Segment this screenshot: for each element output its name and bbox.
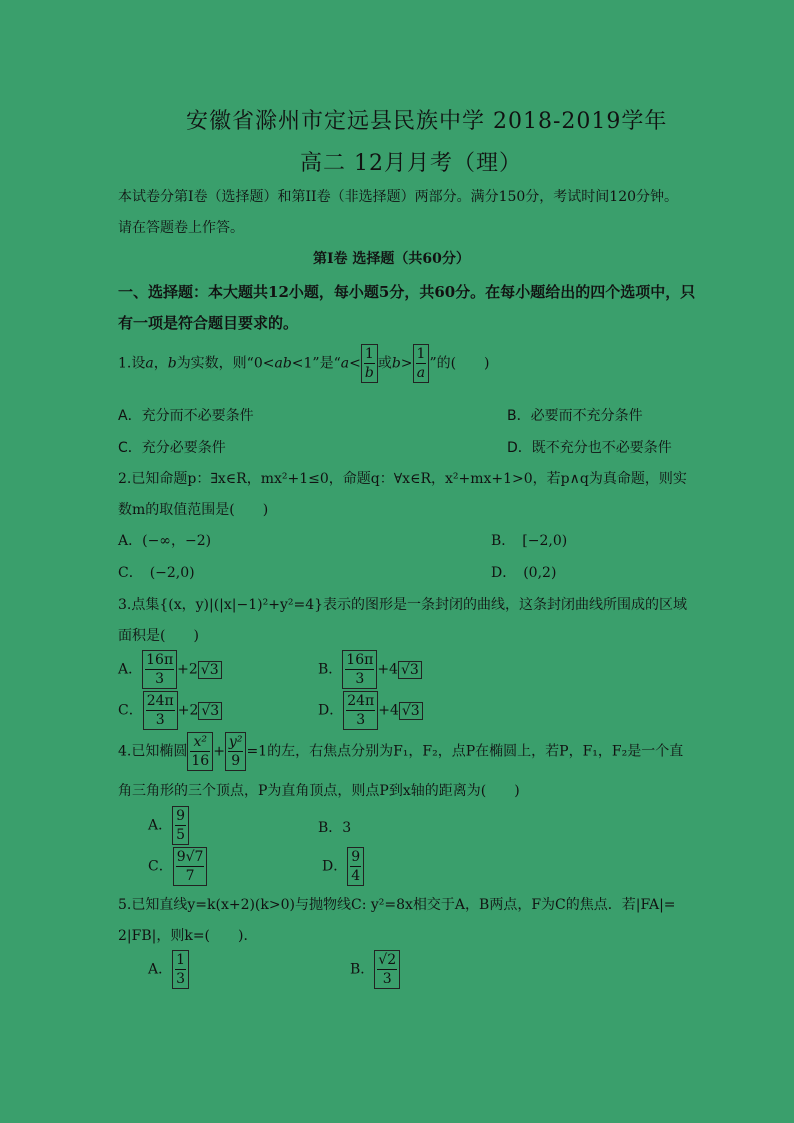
q4-option-a[interactable]: A． $\frac{9}{5}$ [148, 806, 189, 845]
q3-option-b[interactable]: B． $\frac{16\pi}{3}$ +4 √3 [318, 650, 422, 689]
q2-option-d[interactable]: D． (0,2) [491, 565, 557, 581]
q1-option-d[interactable]: D．既不充分也不必要条件 [507, 440, 672, 456]
q1-fraction-1-over-b [361, 344, 378, 383]
q5-stem-line1: 5.已知直线y=k(x+2)(k>0)与抛物线C: y²=8x相交于A，B两点，F为C的焦点．若|FA|= [118, 897, 676, 913]
exam-title-line2: 高二 12月月考（理） [300, 151, 522, 176]
q2-option-a[interactable]: A．(−∞，−2) [118, 533, 212, 549]
exam-title-line1: 安徽省滁州市定远县民族中学 2018-2019学年 [186, 109, 668, 134]
q3-a-fraction: $\frac{16\pi}{3}$ [142, 650, 177, 689]
q1-frac1-den: b [364, 365, 374, 381]
intro-line1: 本试卷分第I卷（选择题）和第II卷（非选择题）两部分。满分150分，考试时间120分钟。 [118, 189, 679, 205]
q1-option-b[interactable]: B．必要而不充分条件 [507, 408, 643, 424]
q1-fraction-1-over-a [413, 344, 430, 383]
q1-stem [118, 344, 490, 383]
q4-fraction-x2-16: $\frac{\text{x²}}{16}$ [187, 732, 213, 771]
q3-a-radical: √3 [198, 661, 222, 679]
q1-var-ab: ab [274, 355, 292, 372]
q3-option-c[interactable]: C． $\frac{24\pi}{3}$ +2 √3 [118, 691, 222, 730]
q3-c-fraction: $\frac{24\pi}{3}$ [143, 691, 178, 730]
section-instructions-line1: 一、选择题：本大题共12小题，每小题5分，共60分。在每小题给出的四个选项中，只 [118, 283, 696, 301]
q2-stem-line2: 数m的取值范围是( ) [118, 502, 269, 518]
q1-var-b: b [167, 355, 177, 372]
q1-frac2-den: a [416, 365, 426, 381]
q1-var-a: a [145, 355, 154, 372]
q1-option-a[interactable]: A．充分而不必要条件 [118, 408, 254, 424]
section-heading: 第I卷 选择题（共60分） [313, 251, 470, 267]
q4-option-d[interactable]: D． $\frac{9}{4}$ [322, 847, 364, 886]
q1-mid: 为实数，则“0< [176, 355, 275, 372]
q3-b-fraction: $\frac{16\pi}{3}$ [342, 650, 377, 689]
q5-option-a[interactable]: A． $\frac{1}{3}$ [148, 950, 189, 989]
q1-suffix: ”的( ) [429, 355, 490, 372]
q3-stem-line2: 面积是( ) [118, 628, 199, 644]
q1-gt: > [400, 355, 413, 372]
q1-mid2: <1”是“ [291, 355, 341, 372]
q1-sep: ， [153, 355, 168, 372]
q3-stem-line1: 3.点集{(x，y)|(|x|−1)²+y²=4}表示的图形是一条封闭的曲线，这条封闭曲线所围成的区域 [118, 597, 688, 613]
q5-stem-line2: 2|FB|，则k=( )． [118, 928, 258, 944]
q4-a-fraction: $\frac{9}{5}$ [172, 806, 189, 845]
q3-b-radical: √3 [398, 661, 422, 679]
q5-option-b[interactable]: B． $\frac{√2}{3}$ [350, 950, 400, 989]
q3-d-radical: √3 [399, 702, 423, 720]
q3-d-fraction: $\frac{24\pi}{3}$ [343, 691, 378, 730]
q1-var-a2: a [340, 355, 350, 372]
q1-lt: < [349, 355, 361, 372]
section-instructions-line2: 有一项是符合题目要求的。 [118, 314, 299, 332]
q5-a-fraction: $\frac{1}{3}$ [172, 950, 189, 989]
q1-var-b2: b [391, 355, 401, 372]
q3-option-a[interactable]: A． $\frac{16\pi}{3}$ +2 √3 [118, 650, 222, 689]
q2-option-b[interactable]: B． [−2,0) [491, 533, 568, 549]
q1-prefix: 1.设 [118, 355, 146, 372]
q1-option-c[interactable]: C．充分必要条件 [118, 440, 226, 456]
q4-c-fraction: $\frac{9√7}{7}$ [173, 847, 208, 886]
q2-option-c[interactable]: C． (−2,0) [118, 565, 195, 581]
q4-d-fraction: $\frac{9}{4}$ [347, 847, 364, 886]
q1-or: 或 [377, 355, 392, 372]
q1-frac2-num: 1 [416, 346, 426, 362]
q4-fraction-y2-9: $\frac{\text{y²}}{9}$ [225, 732, 247, 771]
q4-stem-line2: 角三角形的三个顶点，P为直角顶点，则点P到x轴的距离为( ) [118, 783, 520, 799]
q3-c-radical: √3 [198, 702, 222, 720]
q2-stem-line1: 2.已知命题p：∃x∈R，mx²+1≤0，命题q：∀x∈R，x²+mx+1>0，若p∧q为真命题，则实 [118, 471, 687, 487]
q4-stem-line1: 4.已知椭圆 $\frac{\text{x²}}{16}$ + $\frac{\text{y²}}{9}$ =1的左，右焦点分别为F₁，F₂，点P在椭圆上，若P，F₁，F₂是一个直 [118, 734, 684, 769]
intro-line2: 请在答题卷上作答。 [118, 220, 244, 236]
q3-option-d[interactable]: D． $\frac{24\pi}{3}$ +4 √3 [318, 691, 423, 730]
q1-frac1-num: 1 [364, 346, 374, 362]
q5-b-fraction: $\frac{√2}{3}$ [374, 950, 400, 989]
q4-option-b[interactable]: B．3 [318, 820, 352, 836]
q4-option-c[interactable]: C． $\frac{9√7}{7}$ [148, 847, 207, 886]
